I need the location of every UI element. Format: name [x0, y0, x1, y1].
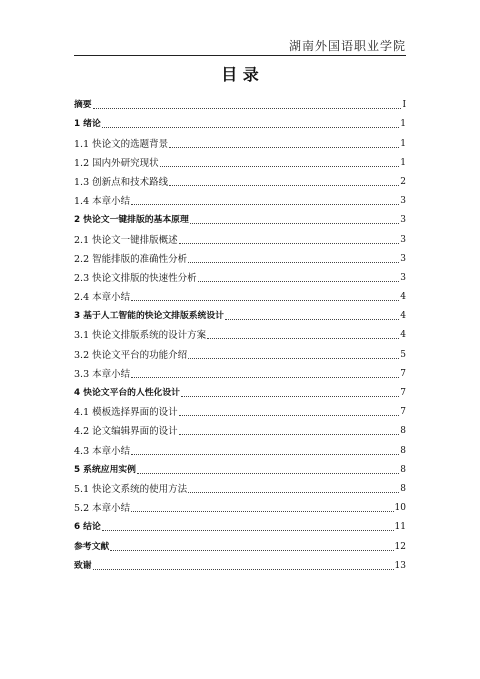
toc-dot-leader	[179, 433, 400, 435]
toc-entry[interactable]	[74, 553, 406, 572]
toc-page-number: 8	[400, 445, 406, 456]
toc-entry-label: 1.2 国内外研究现状	[74, 157, 159, 169]
toc-entry-label: 3.2 快论文平台的功能介绍	[74, 349, 188, 361]
toc-dot-leader	[198, 280, 400, 282]
toc-dot-leader	[207, 337, 399, 339]
toc-dot-leader	[102, 529, 394, 531]
toc-entry-label: 4.1 模板选择界面的设计	[74, 407, 178, 419]
toc-page-number: 13	[394, 560, 406, 571]
toc-page-number: 4	[400, 311, 406, 322]
toc-dot-leader	[131, 453, 399, 455]
toc-entry-label: 4 快论文平台的人性化设计	[74, 388, 180, 398]
toc-entry-label: 6 结论	[74, 522, 101, 533]
toc-page-number: 11	[394, 522, 406, 533]
toc-dot-leader	[188, 261, 399, 263]
toc-entry[interactable]	[74, 130, 406, 149]
toc-dot-leader	[93, 568, 394, 570]
toc-page-number: 12	[394, 541, 406, 552]
toc-dot-leader	[110, 549, 393, 551]
toc-entry[interactable]	[74, 380, 406, 399]
toc-dot-leader	[131, 203, 399, 205]
toc-entry-label: 3.3 本章小结	[74, 368, 131, 380]
toc-dot-leader	[131, 299, 399, 301]
toc-entry-label: 5.2 本章小结	[74, 503, 131, 515]
toc-dot-leader	[181, 395, 399, 397]
toc-dot-leader	[160, 165, 400, 167]
toc-entry-label: 5 系统应用实例	[74, 464, 136, 475]
toc-entry-label: 2.4 本章小结	[74, 292, 131, 304]
toc-page-number: 8	[400, 426, 406, 437]
toc-entry-label: 参考文献	[74, 541, 110, 552]
toc-dot-leader	[179, 242, 400, 244]
toc-entry-label: 致谢	[74, 560, 92, 571]
toc-dot-leader	[131, 510, 393, 512]
toc-dot-leader	[188, 491, 399, 493]
toc-entry[interactable]	[74, 303, 406, 322]
toc-entry[interactable]	[74, 514, 406, 533]
toc-entry-label: 2.2 智能排版的准确性分析	[74, 253, 188, 265]
toc-page-number: 1	[400, 119, 406, 130]
toc-page-number: 3	[400, 215, 406, 226]
toc-entry[interactable]	[74, 169, 406, 188]
toc-entry[interactable]	[74, 437, 406, 456]
toc-entry-label: 2 快论文一键排版的基本原理	[74, 215, 189, 226]
toc-entry-label: 4.2 论文编辑界面的设计	[74, 426, 178, 438]
toc-dot-leader	[93, 107, 402, 109]
toc-dot-leader	[131, 376, 399, 378]
toc-page-number: I	[402, 100, 406, 111]
toc-dot-leader	[190, 222, 400, 224]
toc-page-number: 7	[400, 407, 406, 418]
toc-entry[interactable]	[74, 476, 406, 495]
toc-page-number: 2	[400, 176, 406, 187]
toc-entry[interactable]	[74, 265, 406, 284]
toc-entry[interactable]	[74, 92, 406, 111]
toc-dot-leader	[169, 184, 399, 186]
toc-dot-leader	[188, 357, 399, 359]
toc-entry-label: 5.1 快论文系统的使用方法	[74, 483, 188, 495]
toc-page-number: 1	[400, 157, 406, 168]
toc-page-number: 5	[400, 349, 406, 360]
toc-entry[interactable]	[74, 399, 406, 418]
toc-entry[interactable]	[74, 150, 406, 169]
toc-page-number: 7	[400, 388, 406, 398]
table-of-contents	[74, 92, 406, 572]
toc-page-number: 8	[400, 464, 406, 475]
toc-entry-label: 1 绪论	[74, 119, 101, 130]
toc-entry[interactable]	[74, 226, 406, 245]
toc-page-number: 7	[400, 368, 406, 379]
toc-entry[interactable]	[74, 284, 406, 303]
toc-dot-leader	[225, 318, 399, 320]
toc-entry[interactable]	[74, 418, 406, 437]
toc-entry[interactable]	[74, 361, 406, 380]
toc-page-number: 3	[400, 272, 406, 283]
toc-page-number: 3	[400, 196, 406, 207]
toc-entry-label: 3 基于人工智能的快论文排版系统设计	[74, 311, 224, 322]
toc-page-number: 3	[400, 234, 406, 245]
toc-dot-leader	[169, 146, 399, 148]
toc-entry[interactable]	[74, 111, 406, 130]
toc-entry[interactable]	[74, 188, 406, 207]
toc-dot-leader	[102, 126, 399, 128]
toc-page-number: 10	[394, 503, 406, 514]
toc-entry[interactable]	[74, 322, 406, 341]
toc-entry[interactable]	[74, 207, 406, 226]
toc-page-number: 4	[400, 292, 406, 303]
toc-entry-label: 摘要	[74, 100, 92, 111]
toc-dot-leader	[179, 414, 400, 416]
toc-entry-label: 1.1 快论文的选题背景	[74, 138, 169, 150]
header-rule	[74, 55, 406, 56]
running-header: 湖南外国语职业学院	[288, 39, 406, 53]
page-title: 目 录	[221, 65, 259, 84]
toc-page-number: 1	[400, 138, 406, 149]
toc-page-number: 4	[400, 330, 406, 341]
toc-entry-label: 2.1 快论文一键排版概述	[74, 234, 178, 246]
toc-entry-label: 4.3 本章小结	[74, 445, 131, 457]
toc-entry-label: 1.3 创新点和技术路线	[74, 176, 169, 188]
toc-page-number: 8	[400, 483, 406, 494]
toc-entry-label: 3.1 快论文排版系统的设计方案	[74, 330, 207, 342]
toc-page-number: 3	[400, 253, 406, 264]
toc-dot-leader	[137, 472, 399, 474]
toc-entry-label: 1.4 本章小结	[74, 196, 131, 208]
toc-entry-label: 2.3 快论文排版的快速性分析	[74, 272, 197, 284]
toc-entry[interactable]	[74, 246, 406, 265]
toc-entry[interactable]	[74, 533, 406, 552]
toc-entry[interactable]	[74, 457, 406, 476]
toc-entry[interactable]	[74, 495, 406, 514]
toc-entry[interactable]	[74, 341, 406, 360]
